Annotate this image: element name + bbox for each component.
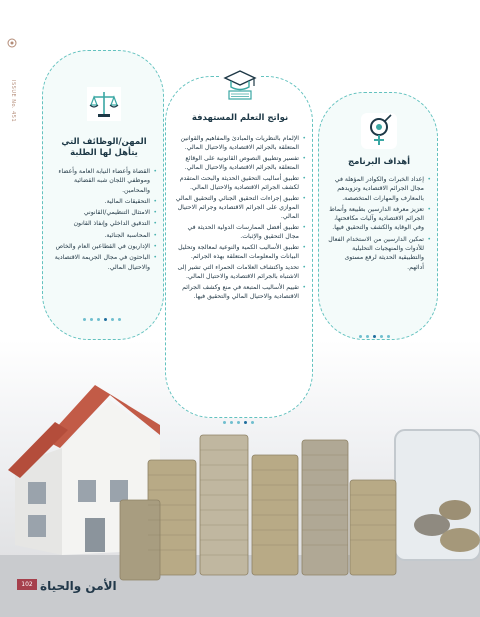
list-item: • تفسير وتطبيق النصوص القانونية على الوقائع المتعلقة بالجرائم الاقتصادية والاحتيال المالي.	[175, 155, 306, 173]
list-item: • الإداريون في القطاعين العام والخاص	[52, 242, 157, 251]
learning-outcomes-card	[165, 76, 313, 418]
learning-dots	[221, 409, 256, 414]
ornament-icon	[7, 38, 17, 48]
issue-label: ISSUE No. 451	[10, 80, 16, 123]
goals-icon-box	[361, 113, 397, 149]
list-item: • التدقيق الداخلي وإنفاذ القانون	[52, 219, 157, 228]
learning-outcomes-title: نواتج التعلم المستهدفة	[191, 113, 289, 123]
list-item: • تطبيق أساليب التحقيق الحديثة والبحث المتقدم لكشف الجرائم الاقتصادية والاحتيال المالي.	[175, 175, 306, 193]
careers-title: المهن/الوظائف التي يتأهل لها الطلبة	[61, 137, 147, 158]
list-item: • تحديد واكتشاف العلامات الحمراء التي تشير إلى الاشتباه بالجرائم الاقتصادية والاحتيال المالي.	[175, 264, 306, 282]
list-item: • تقييم الأساليب المتبعة في منع وكشف الجرائم الاقتصادية والاحتيال المالي والتحقيق فيها.	[175, 284, 306, 302]
learning-outcomes-list	[175, 135, 306, 304]
list-item: • المحاسبة الجنائية.	[52, 231, 157, 240]
learning-icon-box	[221, 65, 259, 103]
list-item: • تعزيز معرفة الدارسين بطبيعة وأنماط الجرائم الاقتصادية وآليات مكافحتها، وفي الوقاية والكشف والتحقيق فيها.	[327, 205, 431, 233]
female-symbol-icon	[361, 113, 397, 149]
careers-dots	[81, 306, 123, 311]
careers-list	[52, 167, 157, 274]
list-item: • القضاة وأعضاء النيابة العامة وأعضاء وموظفي اللجان شبه القضائية والمحامين.	[52, 167, 157, 195]
list-item: • الباحثون في مجال الجريمة الاقتصادية والاحتيال المالي.	[52, 253, 157, 272]
program-goals-card	[318, 92, 438, 340]
list-item: • تمكين الدارسين من الاستخدام الفعال للأدوات والمنهجيات التحليلية والتطبيقية الحديثة لرفع مستوى أدائهم.	[327, 235, 431, 272]
careers-card	[42, 50, 164, 340]
list-item: • تطبيق إجراءات التحقيق الجنائي والتحقيق المالي الموازي على الجرائم الاقتصادية وجرائم الاحتيال المالي.	[175, 195, 306, 222]
list-item: • الإلمام بالنظريات والمبادئ والمفاهيم والقوانين المتعلقة بالجرائم الاقتصادية والاحتيال المالي.	[175, 135, 306, 153]
scales-of-justice-icon	[87, 87, 121, 121]
list-item: • إعداد الخبرات والكوادر المؤهلة في مجال الجرائم الاقتصادية وتزويدهم بالمعارف والمهارات المتخصصة.	[327, 175, 431, 203]
program-goals-title: أهداف البرنامج	[347, 157, 411, 167]
graduation-cap-icon	[221, 65, 259, 103]
program-goals-list	[327, 175, 431, 274]
magazine-title: الأمن والحياة	[40, 579, 117, 593]
list-item: • التحقيقات المالية.	[52, 197, 157, 206]
goals-dots	[357, 323, 392, 328]
list-item: • الامتثال التنظيمي/القانوني	[52, 208, 157, 217]
list-item: • تطبيق الأساليب الكمية والنوعية لمعالجة وتحليل البيانات والمعلومات المتعلقة بهذه الجرائم.	[175, 244, 306, 262]
careers-icon-box	[87, 87, 121, 121]
list-item: • تطبيق أفضل الممارسات الدولية الحديثة في مجال التحقيق والإثبات.	[175, 224, 306, 242]
page-number: 102	[17, 579, 37, 590]
